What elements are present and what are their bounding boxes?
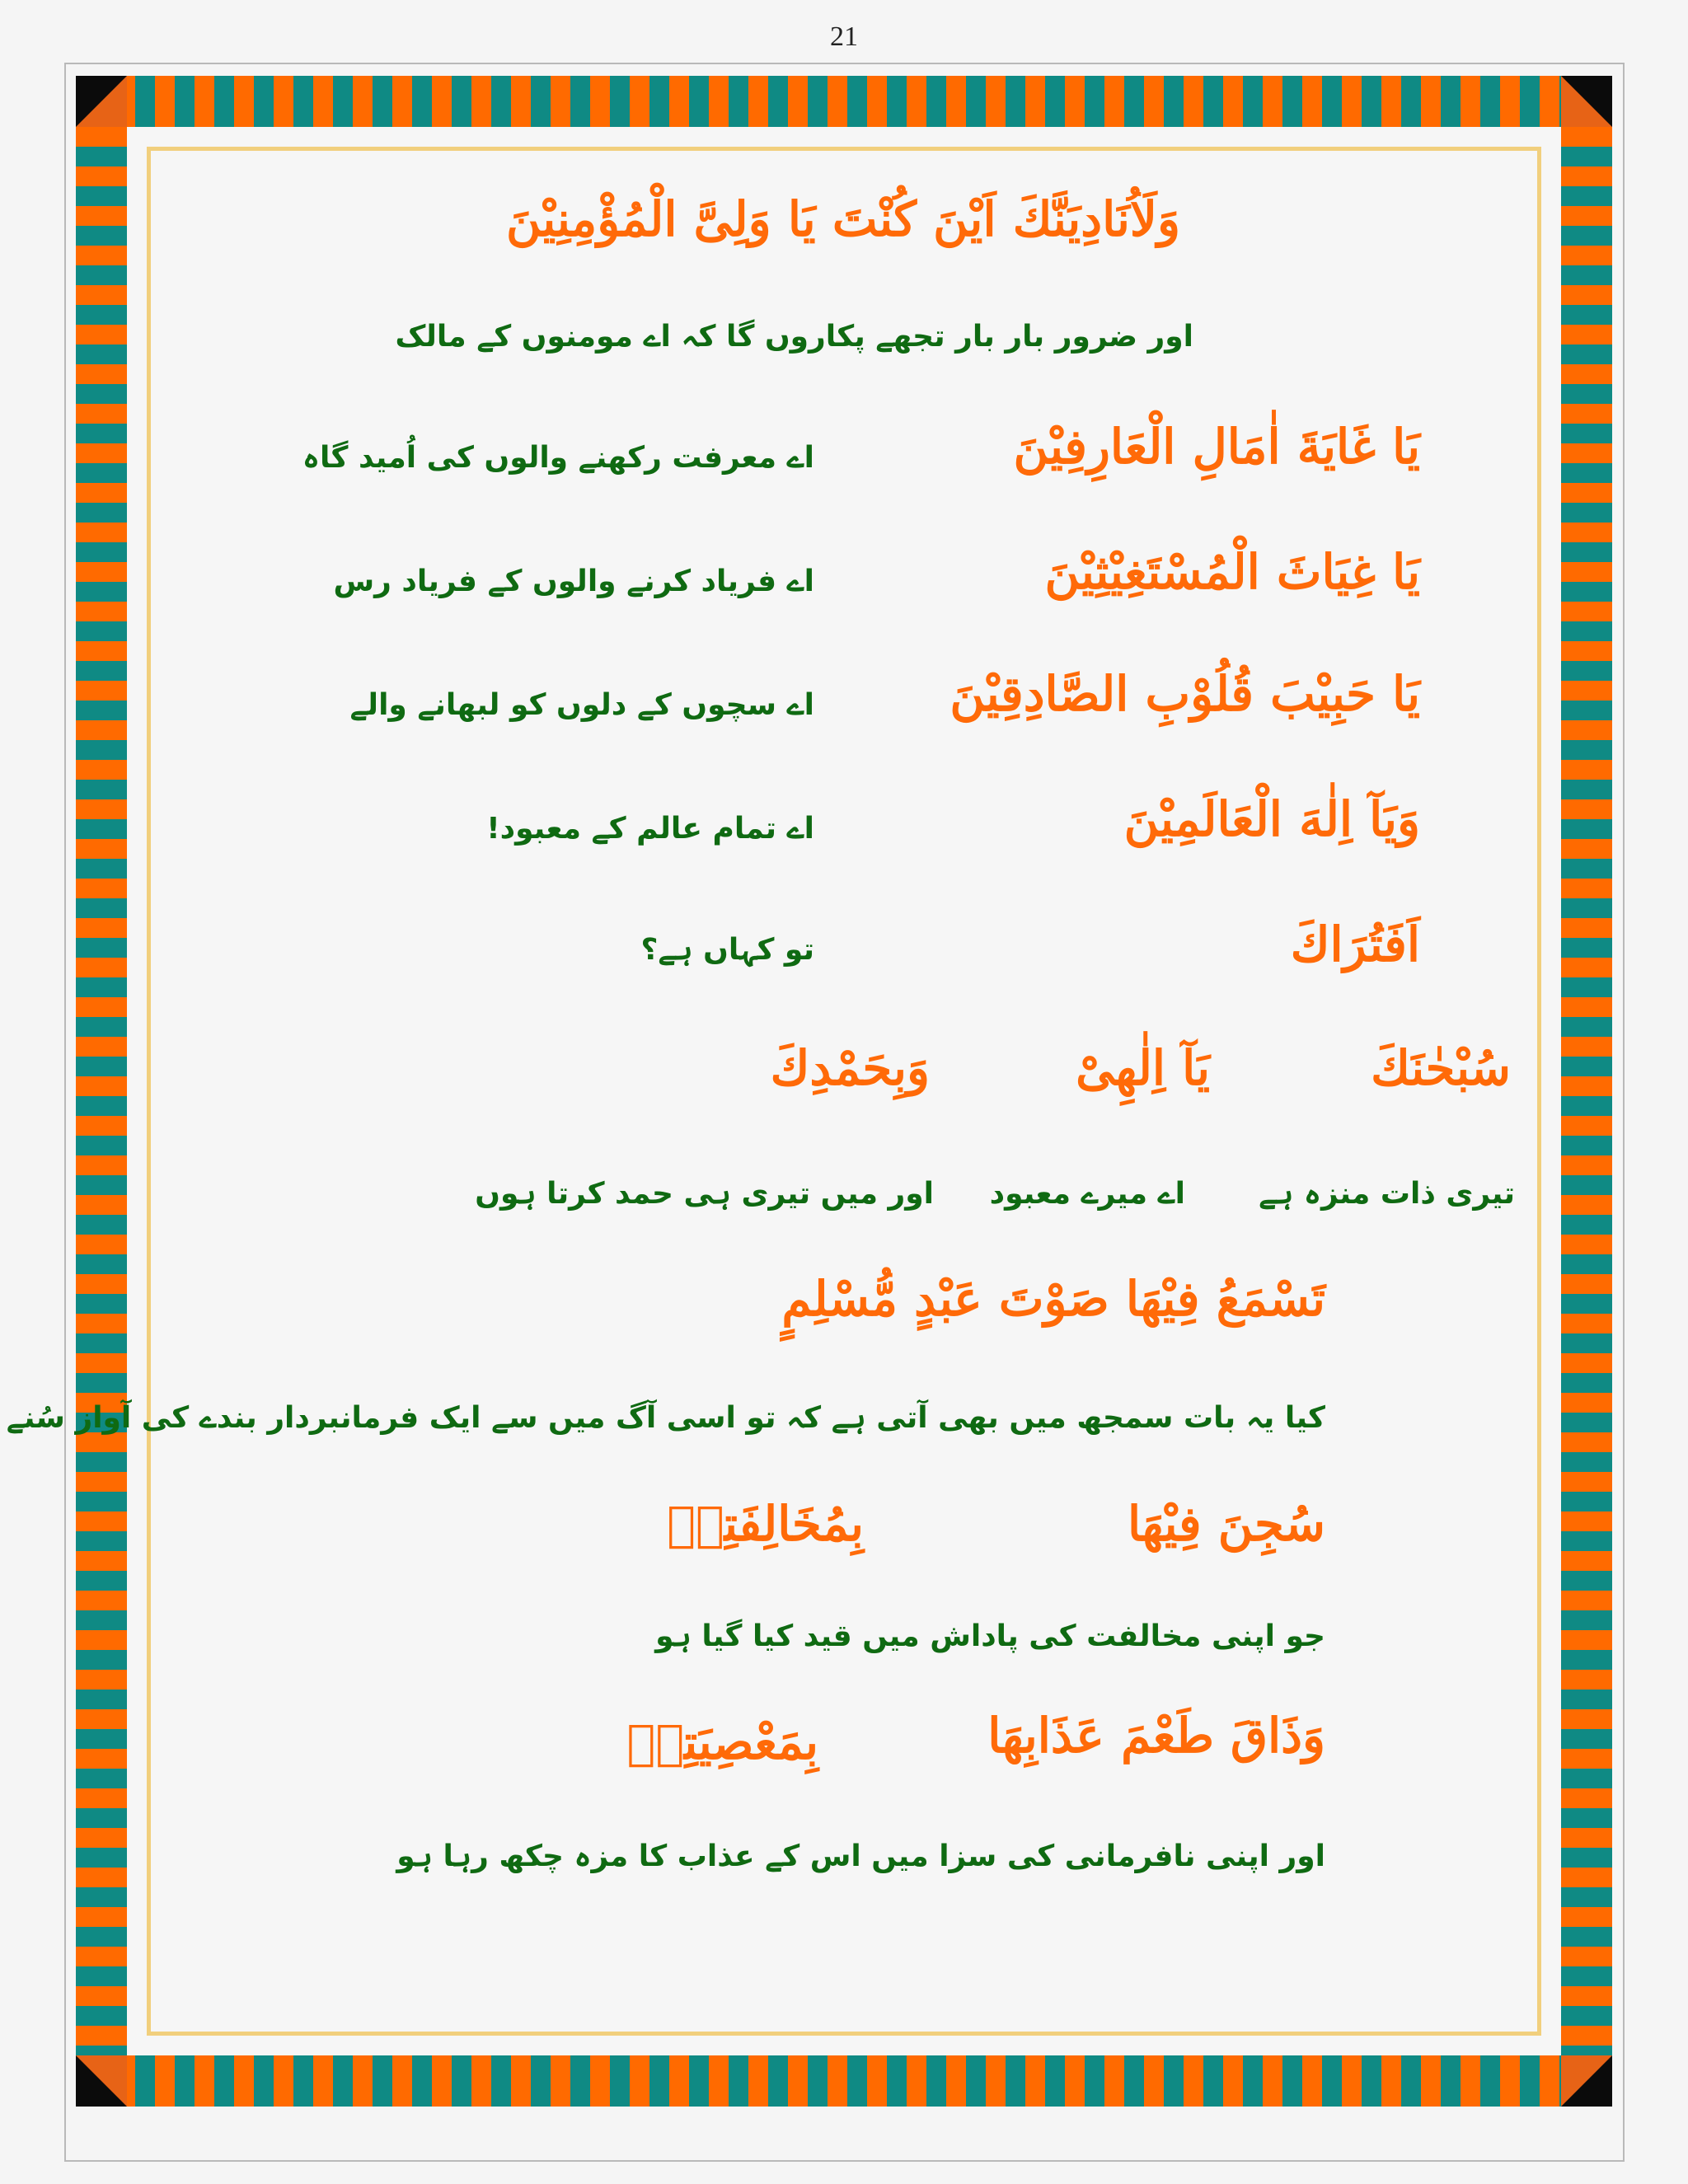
tasbih-urdu-3: اور میں تیری ہی حمد کرتا ہوں [475, 1177, 934, 1211]
page-number: 21 [830, 21, 858, 52]
verse-1-urdu: کیا یہ بات سمجھ میں بھی آتی ہے کہ تو اسی آگ میں سے ایک فرمانبردار بندے کی آواز سُنے [6, 1401, 1325, 1435]
row-1-arabic: یَا غَایَةَ اٰمَالِ الْعَارِفِیْنَ [1013, 419, 1420, 475]
verse-3-arabic-2: بِمَعْصِیَتِهٖ [626, 1714, 818, 1770]
row-4-urdu: اے تمام عالم کے معبود! [486, 812, 814, 846]
verse-2-arabic-1: سُجِنَ فِیْهَا [1127, 1496, 1325, 1552]
heading-arabic: وَلَاُنَادِیَنَّكَ اَیْنَ كُنْتَ یَا وَلِیَّ الْمُؤْمِنِیْنَ [505, 191, 1181, 247]
heading-urdu: اور ضرور بار بار تجھے پکاروں گا کہ اے مومنوں کے مالک [395, 320, 1193, 354]
tasbih-arabic-1: سُبْحٰنَكَ [1371, 1040, 1511, 1096]
row-4-arabic: وَیَآ اِلٰهَ الْعَالَمِیْنَ [1123, 791, 1420, 847]
verse-2-arabic-2: بِمُخَالِفَتِهٖ [667, 1496, 864, 1552]
row-3-arabic: یَا حَبِیْبَ قُلُوْبِ الصَّادِقِیْنَ [950, 666, 1420, 722]
row-5-urdu: تو کہاں ہے؟ [640, 933, 814, 967]
verse-1-arabic: تَسْمَعُ فِیْهَا صَوْتَ عَبْدٍ مُّسْلِمٍ [781, 1271, 1325, 1327]
verse-3-arabic-1: وَذَاقَ طَعْمَ عَذَابِهَا [987, 1708, 1325, 1764]
tasbih-urdu-2: اے میرے معبود [989, 1177, 1185, 1211]
row-1-urdu: اے معرفت رکھنے والوں کی اُمید گاہ [302, 441, 814, 475]
tasbih-arabic-3: وَبِحَمْدِكَ [770, 1040, 930, 1096]
tasbih-arabic-2: یَآ اِلٰهِیْ [1076, 1040, 1210, 1096]
row-3-urdu: اے سچوں کے دلوں کو لبھانے والے [349, 688, 814, 722]
row-2-arabic: یَا غِیَاثَ الْمُسْتَغِیْثِیْنَ [1044, 544, 1420, 600]
verse-3-urdu: اور اپنی نافرمانی کی سزا میں اس کے عذاب کا مزہ چکھ رہا ہو [396, 1840, 1325, 1873]
tasbih-urdu-1: تیری ذات منزہ ہے [1259, 1177, 1515, 1211]
row-2-urdu: اے فریاد کرنے والوں کے فریاد رس [333, 565, 814, 598]
verse-2-urdu: جو اپنی مخالفت کی پاداش میں قید کیا گیا ہو [655, 1619, 1325, 1653]
row-5-arabic: اَفَتُرَاكَ [1290, 916, 1420, 972]
